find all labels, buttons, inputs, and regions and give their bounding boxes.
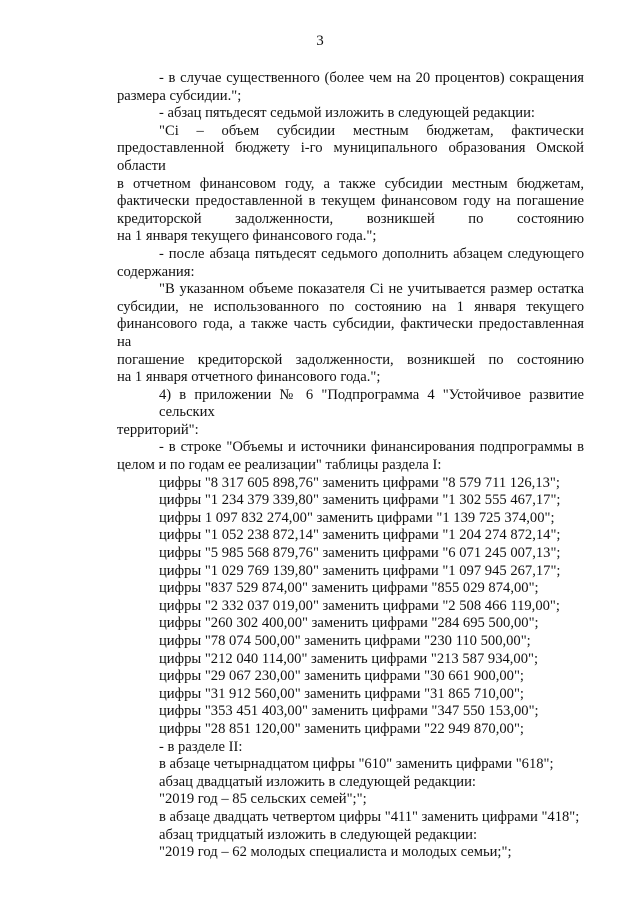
text-line: погашение кредиторской задолженности, возникшей по состоянию <box>117 351 584 368</box>
text-line: в отчетном финансовом году, а также субсидии местным бюджетам, <box>117 175 584 192</box>
text-line: финансового года, а также часть субсидии, фактически предоставленная на <box>117 316 584 350</box>
text-line: территорий": <box>117 421 199 438</box>
document-body <box>117 70 584 862</box>
text-line: - после абзаца пятьдесят седьмого дополнить абзацем следующего <box>159 245 584 262</box>
text-line: "2019 год – 62 молодых специалиста и молодых семьи;"; <box>159 844 512 861</box>
text-line: - в строке "Объемы и источники финансирования подпрограммы в <box>159 439 584 456</box>
text-line: абзац тридцатый изложить в следующей редакции: <box>159 826 478 843</box>
text-line: - абзац пятьдесят седьмой изложить в следующей редакции: <box>159 105 535 122</box>
text-line: цифры "5 985 568 879,76" заменить цифрами "6 071 245 007,13"; <box>159 545 561 562</box>
text-line: цифры "212 040 114,00" заменить цифрами "213 587 934,00"; <box>159 650 539 667</box>
text-line: цифры "8 317 605 898,76" заменить цифрами "8 579 711 126,13"; <box>159 474 560 491</box>
text-line: цифры "2 332 037 019,00" заменить цифрами "2 508 466 119,00"; <box>159 597 560 614</box>
text-line: предоставленной бюджету i-го муниципального образования Омской области <box>117 140 584 174</box>
text-line: "В указанном объеме показателя Ci не учитывается размер остатка <box>159 281 584 298</box>
text-line: цифры 1 097 832 274,00" заменить цифрами "1 139 725 374,00"; <box>159 509 555 526</box>
text-line: - в случае существенного (более чем на 20 процентов) сокращения <box>159 70 584 86</box>
text-line: - в разделе II: <box>159 738 243 755</box>
text-line: содержания: <box>117 263 195 280</box>
text-line: "Ci – объем субсидии местным бюджетам, фактически <box>159 122 584 139</box>
text-line: цифры "1 029 769 139,80" заменить цифрами "1 097 945 267,17"; <box>159 562 561 579</box>
text-line: цифры "1 234 379 339,80" заменить цифрами "1 302 555 467,17"; <box>159 492 561 509</box>
text-line: абзац двадцатый изложить в следующей редакции: <box>159 773 476 790</box>
text-line: цифры "260 302 400,00" заменить цифрами "284 695 500,00"; <box>159 615 539 632</box>
text-line: цифры "353 451 403,00" заменить цифрами "347 550 153,00"; <box>159 703 539 720</box>
text-line: целом и по годам ее реализации" таблицы раздела I: <box>117 457 442 474</box>
text-line: фактически предоставленной в текущем финансовом году на погашение <box>117 193 584 210</box>
text-line: в абзаце двадцать четвертом цифры "411" заменить цифрами "418"; <box>159 808 580 825</box>
text-line: кредиторской задолженности, возникшей по состоянию <box>117 210 584 227</box>
text-line: размера субсидии."; <box>117 87 242 104</box>
text-line: цифры "29 067 230,00" заменить цифрами "30 661 900,00"; <box>159 668 524 685</box>
text-line: цифры "28 851 120,00" заменить цифрами "22 949 870,00"; <box>159 720 524 737</box>
text-line: на 1 января отчетного финансового года."; <box>117 369 381 386</box>
text-line: "2019 год – 85 сельских семей";"; <box>159 791 367 808</box>
text-line: цифры "837 529 874,00" заменить цифрами "855 029 874,00"; <box>159 580 539 597</box>
text-line: цифры "31 912 560,00" заменить цифрами "31 865 710,00"; <box>159 685 524 702</box>
text-line: цифры "1 052 238 872,14" заменить цифрами "1 204 274 872,14"; <box>159 527 561 544</box>
page-number: 3 <box>316 33 324 49</box>
text-line: 4) в приложении № 6 "Подпрограмма 4 "Устойчивое развитие сельских <box>159 386 584 421</box>
text-line: на 1 января текущего финансового года."; <box>117 228 377 245</box>
text-line: цифры "78 074 500,00" заменить цифрами "230 110 500,00"; <box>159 633 531 649</box>
text-line: в абзаце четырнадцатом цифры "610" заменить цифрами "618"; <box>159 756 554 773</box>
text-line: субсидии, не использованного по состоянию на 1 января текущего <box>117 298 584 315</box>
